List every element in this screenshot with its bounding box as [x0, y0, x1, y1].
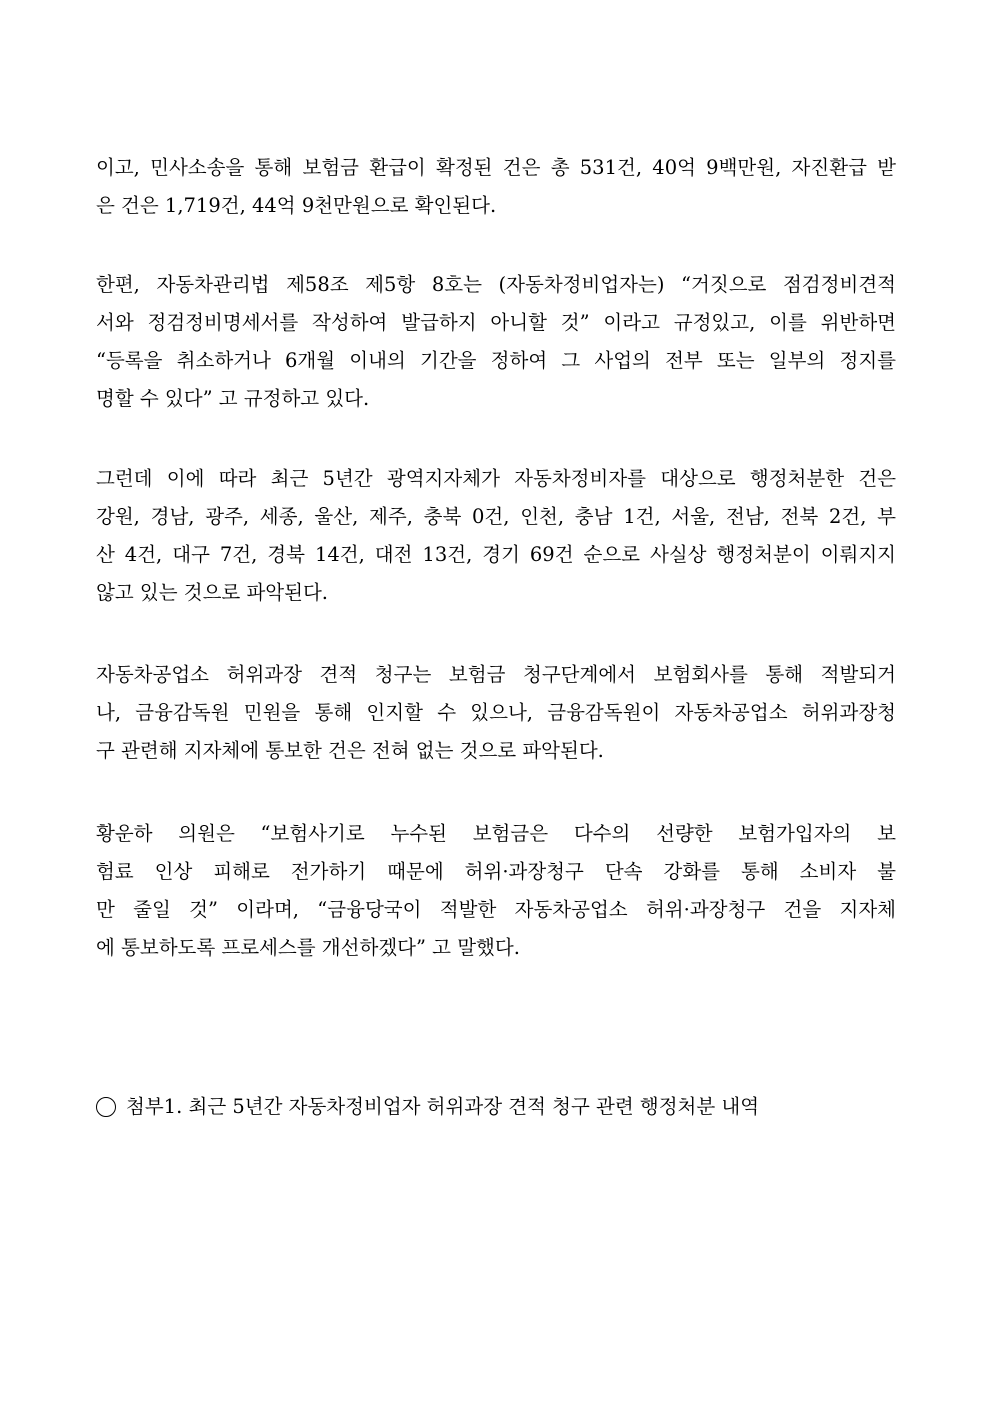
paragraph-law-provision — [96, 266, 896, 418]
paragraph-line: 구 관련해 지자체에 통보한 건은 전혀 없는 것으로 파악된다. — [96, 739, 604, 762]
circle-icon — [96, 1097, 116, 1117]
paragraph-administrative-actions — [96, 460, 896, 612]
paragraph-line: 한편, 자동차관리법 제58조 제5항 8호는 (자동차정비업자는) “거짓으로 점검정비견적 — [96, 273, 896, 296]
paragraph-lawmaker-quote — [96, 815, 896, 967]
paragraph-line: 만 줄일 것” 이라며, “금융당국이 적발한 자동차공업소 허위·과장청구 건을 지자체 — [96, 898, 896, 921]
paragraph-line: 그런데 이에 따라 최근 5년간 광역지자체가 자동차정비자를 대상으로 행정처분한 건은 — [96, 467, 896, 490]
paragraph-line: 나, 금융감독원 민원을 통해 인지할 수 있으나, 금융감독원이 자동차공업소 허위과장청 — [96, 701, 896, 724]
paragraph-line: 황운하 의원은 “보험사기로 누수된 보험금은 다수의 선량한 보험가입자의 보 — [96, 822, 896, 845]
paragraph-false-claims — [96, 656, 896, 770]
paragraph-line: 명할 수 있다” 고 규정하고 있다. — [96, 387, 370, 410]
attachment-label: 첨부1. 최근 5년간 자동차정비업자 허위과장 견적 청구 관련 행정처분 내역 — [126, 1095, 760, 1118]
paragraph-line: 에 통보하도록 프로세스를 개선하겠다” 고 말했다. — [96, 936, 520, 959]
paragraph-line: 험료 인상 피해로 전가하기 때문에 허위·과장청구 단속 강화를 통해 소비자 불 — [96, 860, 896, 883]
paragraph-line: 은 건은 1,719건, 44억 9천만원으로 확인된다. — [96, 194, 497, 217]
attachment-item — [96, 1088, 759, 1126]
paragraph-insurance-refund — [96, 149, 896, 225]
paragraph-line: 이고, 민사소송을 통해 보험금 환급이 확정된 건은 총 531건, 40억 9백만원, 자진환급 받 — [96, 156, 896, 179]
paragraph-line: 서와 정검정비명세서를 작성하여 발급하지 아니할 것” 이라고 규정있고, 이를 위반하면 — [96, 311, 896, 334]
paragraph-line: “등록을 취소하거나 6개월 이내의 기간을 정하여 그 사업의 전부 또는 일부의 정지를 — [96, 349, 896, 372]
paragraph-line: 강원, 경남, 광주, 세종, 울산, 제주, 충북 0건, 인천, 충남 1건, 서울, 전남, 전북 2건, 부 — [96, 505, 896, 528]
paragraph-line: 산 4건, 대구 7건, 경북 14건, 대전 13건, 경기 69건 순으로 사실상 행정처분이 이뤄지지 — [96, 543, 896, 566]
paragraph-line: 않고 있는 것으로 파악된다. — [96, 581, 329, 604]
paragraph-line: 자동차공업소 허위과장 견적 청구는 보험금 청구단계에서 보험회사를 통해 적발되거 — [96, 663, 896, 686]
